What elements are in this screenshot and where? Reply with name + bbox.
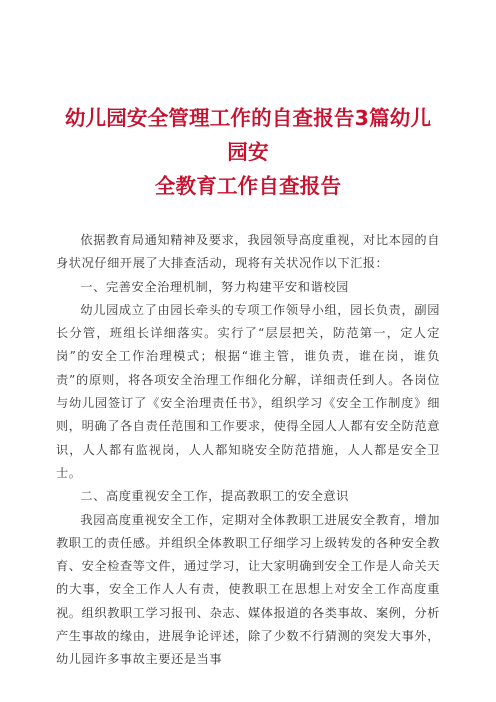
- section-1-paragraph: 幼儿园成立了由园长牵头的专项工作领导小组，园长负责，副园长分管，班组长详细落实。实行了“层层把关，防范第一，定人定岗”的安全工作治理模式；根据“谁主管，谁负责，谁在岗，谁负责”的原则，将各项安全治理工作细化分解，详细责任到人。各岗位与幼儿园签订了《安全治理责任书》，组织学习《安全工作制度》细则，明确了各自责任范围和工作要求，使得全园人人都有安全防范意识，人人都有监视岗，人人都知晓安全防范措施，人人都是安全卫士。: [56, 302, 440, 480]
- title-line-2: 全教育工作自查报告: [154, 174, 342, 198]
- section-2-paragraph: 我园高度重视安全工作，定期对全体教职工进展安全教育，增加教职工的责任感。并组织全体教职工仔细学习上级转发的各种安全教育、安全检查等文件，通过学习，让大家明确到安全工作是人命关天的大事，安全工作人人有责，使教职工在思想上对安全工作高度重视。组织教职工学习报刊、杂志、媒体报道的各类事故、案例，分析产生事故的缘由，进展争论评述，除了少数不行猜测的突发大事外，幼儿园许多事故主要还是当事: [56, 512, 440, 667]
- document-title: [56, 101, 440, 203]
- section-heading-1: 一、完善安全治理机制，努力构建平安和谐校园: [80, 279, 349, 294]
- section-heading-2: 二、高度重视安全工作，提高教职工的安全意识: [80, 489, 349, 504]
- intro-paragraph: 依据教育局通知精神及要求，我园领导高度重视，对比本园的自身状况仔细开展了大排查活动，现将有关状况作以下汇报：: [56, 233, 440, 271]
- title-line-1: 幼儿园安全管理工作的自查报告3篇幼儿园安: [64, 106, 432, 164]
- document-body: [56, 229, 440, 672]
